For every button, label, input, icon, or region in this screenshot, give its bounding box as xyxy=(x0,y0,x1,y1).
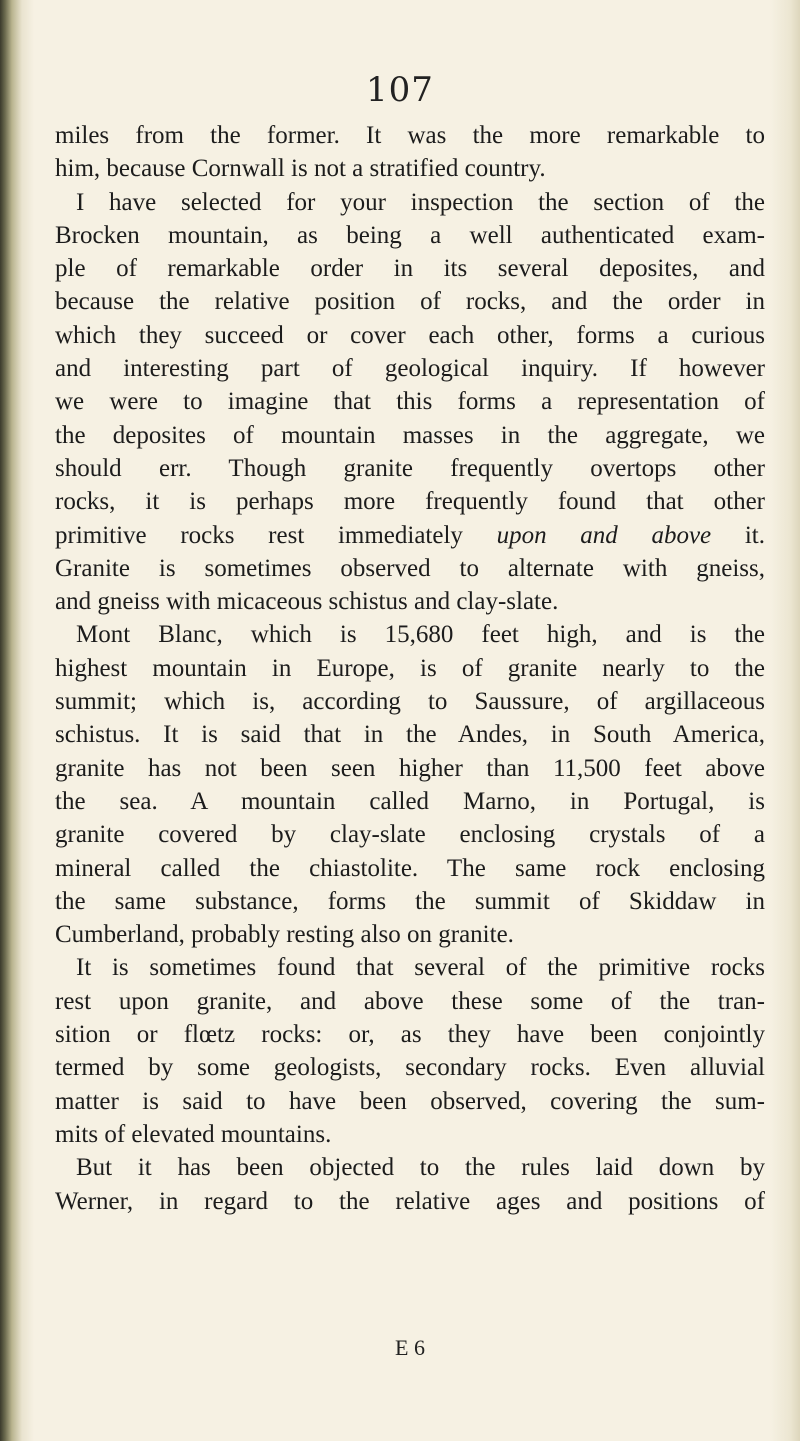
text-line-content: schistus. It is said that in the Andes, in South America, xyxy=(55,721,765,749)
signature-mark: E 6 xyxy=(395,1335,425,1360)
text-line-content: mineral called the chiastolite. The same rock enclosing xyxy=(55,854,765,882)
text-line xyxy=(55,285,765,318)
text-line xyxy=(55,352,765,385)
text-line xyxy=(55,319,765,352)
text-line-content: rocks, it is perhaps more frequently found that other xyxy=(55,488,765,516)
text-line-content: It is sometimes found that several of the primitive rocks xyxy=(76,954,765,982)
text-line-content: Mont Blanc, which is 15,680 feet high, and is the xyxy=(76,621,765,649)
text-line xyxy=(55,785,765,818)
text-line-content: sition or flœtz rocks: or, as they have been conjointly xyxy=(55,1021,765,1049)
text-line xyxy=(55,752,765,785)
text-line-content: which they succeed or cover each other, forms a curious xyxy=(55,321,765,349)
text-line xyxy=(55,1151,765,1184)
text-line-content: ple of remarkable order in its several deposites, and xyxy=(55,255,765,283)
text-line-tail: it. xyxy=(711,521,765,549)
text-line-content: granite has not been seen higher than 11,500 feet above xyxy=(55,754,765,782)
italic-emphasis: upon and above xyxy=(496,521,712,549)
text-line xyxy=(55,219,765,252)
text-line xyxy=(55,152,765,185)
text-line-content: I have selected for your inspection the section of the xyxy=(76,188,765,216)
text-line-content: we were to imagine that this forms a representation of xyxy=(55,388,765,416)
body-text xyxy=(55,119,765,1218)
text-line-content: But it has been objected to the rules laid down by xyxy=(76,1154,765,1182)
text-line-content: Werner, in regard to the relative ages and positions of xyxy=(55,1187,765,1215)
page-number: 107 xyxy=(366,70,434,110)
text-line xyxy=(55,252,765,285)
text-line xyxy=(55,852,765,885)
text-line-content: him, because Cornwall is not a stratified country. xyxy=(55,155,546,183)
text-line-content: Granite is sometimes observed to alternate with gneiss, xyxy=(55,554,765,582)
text-line xyxy=(55,1018,765,1051)
text-line-content: the deposites of mountain masses in the aggregate, we xyxy=(55,421,765,449)
text-line-content: the same substance, forms the summit of Skiddaw in xyxy=(55,887,765,915)
text-line xyxy=(55,119,765,152)
text-line xyxy=(55,718,765,751)
text-line-content: mits of elevated mountains. xyxy=(55,1120,332,1148)
text-line xyxy=(55,685,765,718)
text-line-content: granite covered by clay-slate enclosing crystals of a xyxy=(55,821,765,849)
text-line xyxy=(55,985,765,1018)
text-line-content: and interesting part of geological inquiry. If however xyxy=(55,355,765,383)
text-line xyxy=(55,652,765,685)
text-line-content: and gneiss with micaceous schistus and clay-slate. xyxy=(55,588,559,616)
text-line xyxy=(55,385,765,418)
text-line-content: the sea. A mountain called Marno, in Portugal, is xyxy=(55,787,765,815)
text-line-content: should err. Though granite frequently overtops other xyxy=(55,454,765,482)
text-line xyxy=(55,951,765,984)
text-line xyxy=(55,552,765,585)
text-line-content: summit; which is, according to Saussure, of argillaceous xyxy=(55,688,765,716)
text-line-content: matter is said to have been observed, covering the sum- xyxy=(55,1087,765,1115)
text-line xyxy=(55,485,765,518)
text-line xyxy=(55,585,765,618)
text-line-content: termed by some geologists, secondary rocks. Even alluvial xyxy=(55,1054,765,1082)
text-line xyxy=(55,186,765,219)
text-line xyxy=(55,1051,765,1084)
text-line-content: miles from the former. It was the more remarkable to xyxy=(55,122,765,149)
text-line-content: rest upon granite, and above these some of the tran- xyxy=(55,987,765,1015)
text-line xyxy=(55,885,765,918)
text-line xyxy=(55,918,765,951)
text-line xyxy=(55,818,765,851)
text-line xyxy=(55,419,765,452)
text-line xyxy=(55,618,765,651)
text-line xyxy=(55,452,765,485)
text-line xyxy=(55,1085,765,1118)
text-line-content: Cumberland, probably resting also on granite. xyxy=(55,921,514,949)
text-line-content: highest mountain in Europe, is of granite nearly to the xyxy=(55,654,765,682)
text-line-content: Brocken mountain, as being a well authenticated exam- xyxy=(55,221,765,249)
text-line-content: primitive rocks rest immediately xyxy=(55,521,463,549)
text-line xyxy=(55,519,765,552)
text-line xyxy=(55,1185,765,1218)
text-line-content: because the relative position of rocks, and the order in xyxy=(55,288,765,316)
text-line xyxy=(55,1118,765,1151)
